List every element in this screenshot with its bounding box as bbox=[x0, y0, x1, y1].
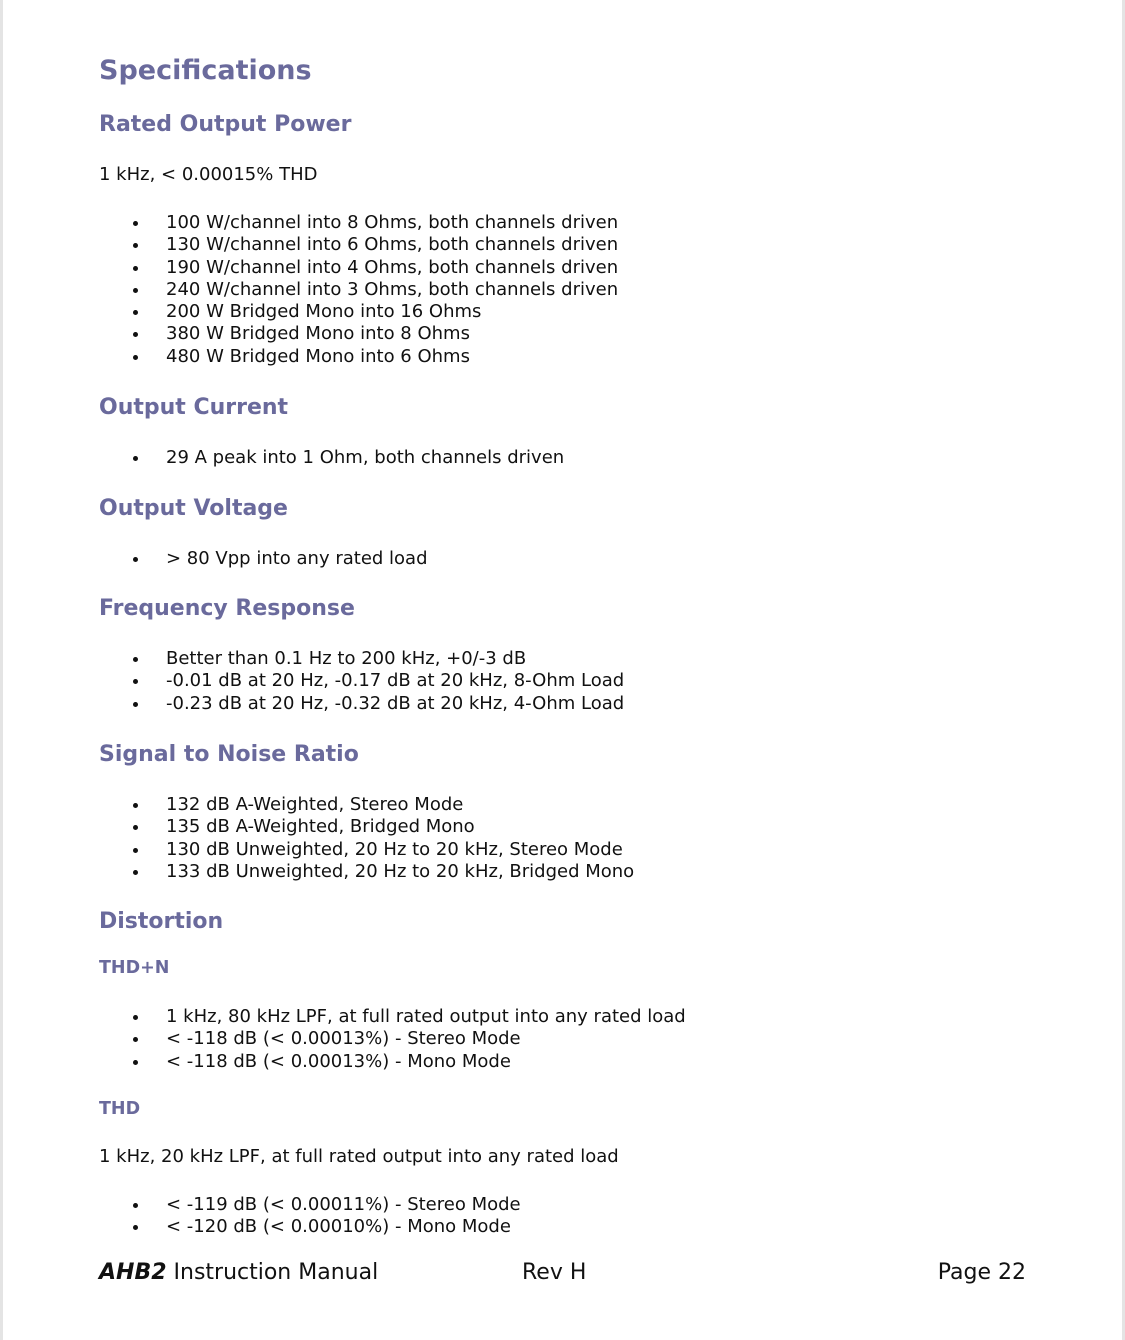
output-voltage-heading: Output Voltage bbox=[99, 496, 288, 521]
list-item: > 80 Vpp into any rated load bbox=[99, 548, 428, 570]
list-item: -0.01 dB at 20 Hz, -0.17 dB at 20 kHz, 8-Ohm Load bbox=[99, 670, 624, 692]
footer-revision: Rev H bbox=[522, 1260, 587, 1285]
list-item: 190 W/channel into 4 Ohms, both channels driven bbox=[99, 257, 618, 279]
list-item: 200 W Bridged Mono into 16 Ohms bbox=[99, 301, 618, 323]
thd-list bbox=[99, 1194, 521, 1239]
rated-output-power-intro: 1 kHz, < 0.00015% THD bbox=[99, 164, 318, 185]
list-item: < -119 dB (< 0.00011%) - Stereo Mode bbox=[99, 1194, 521, 1216]
list-item: 133 dB Unweighted, 20 Hz to 20 kHz, Bridged Mono bbox=[99, 861, 634, 883]
thdn-list bbox=[99, 1006, 686, 1073]
list-item: Better than 0.1 Hz to 200 kHz, +0/-3 dB bbox=[99, 648, 624, 670]
output-current-list bbox=[99, 447, 564, 469]
rated-output-power-list bbox=[99, 212, 618, 368]
thdn-subheading: THD+N bbox=[99, 958, 170, 978]
list-item: 240 W/channel into 3 Ohms, both channels driven bbox=[99, 279, 618, 301]
list-item: < -118 dB (< 0.00013%) - Stereo Mode bbox=[99, 1028, 686, 1050]
page-edge-left bbox=[0, 0, 3, 1340]
list-item: 480 W Bridged Mono into 6 Ohms bbox=[99, 346, 618, 368]
output-current-heading: Output Current bbox=[99, 395, 289, 420]
list-item: 1 kHz, 80 kHz LPF, at full rated output into any rated load bbox=[99, 1006, 686, 1028]
list-item: < -118 dB (< 0.00013%) - Mono Mode bbox=[99, 1051, 686, 1073]
thd-subheading: THD bbox=[99, 1099, 141, 1119]
footer-model: AHB2 bbox=[99, 1260, 167, 1285]
list-item: 132 dB A-Weighted, Stereo Mode bbox=[99, 794, 634, 816]
frequency-response-list bbox=[99, 648, 624, 715]
list-item: 100 W/channel into 8 Ohms, both channels driven bbox=[99, 212, 618, 234]
list-item: 29 A peak into 1 Ohm, both channels driven bbox=[99, 447, 564, 469]
thd-intro: 1 kHz, 20 kHz LPF, at full rated output into any rated load bbox=[99, 1146, 619, 1167]
list-item: < -120 dB (< 0.00010%) - Mono Mode bbox=[99, 1216, 521, 1238]
page-title: Specifications bbox=[99, 55, 312, 86]
list-item: 380 W Bridged Mono into 8 Ohms bbox=[99, 323, 618, 345]
rated-output-power-heading: Rated Output Power bbox=[99, 112, 352, 137]
snr-list bbox=[99, 794, 634, 883]
footer-manual-label: Instruction Manual bbox=[166, 1260, 379, 1285]
snr-heading: Signal to Noise Ratio bbox=[99, 742, 359, 767]
list-item: 130 W/channel into 6 Ohms, both channels driven bbox=[99, 234, 618, 256]
footer-page-number: Page 22 bbox=[937, 1260, 1026, 1285]
list-item: 135 dB A-Weighted, Bridged Mono bbox=[99, 816, 634, 838]
list-item: -0.23 dB at 20 Hz, -0.32 dB at 20 kHz, 4-Ohm Load bbox=[99, 693, 624, 715]
distortion-heading: Distortion bbox=[99, 909, 224, 934]
output-voltage-list bbox=[99, 548, 428, 570]
footer-doc-title bbox=[99, 1260, 378, 1285]
list-item: 130 dB Unweighted, 20 Hz to 20 kHz, Stereo Mode bbox=[99, 839, 634, 861]
frequency-response-heading: Frequency Response bbox=[99, 596, 355, 621]
